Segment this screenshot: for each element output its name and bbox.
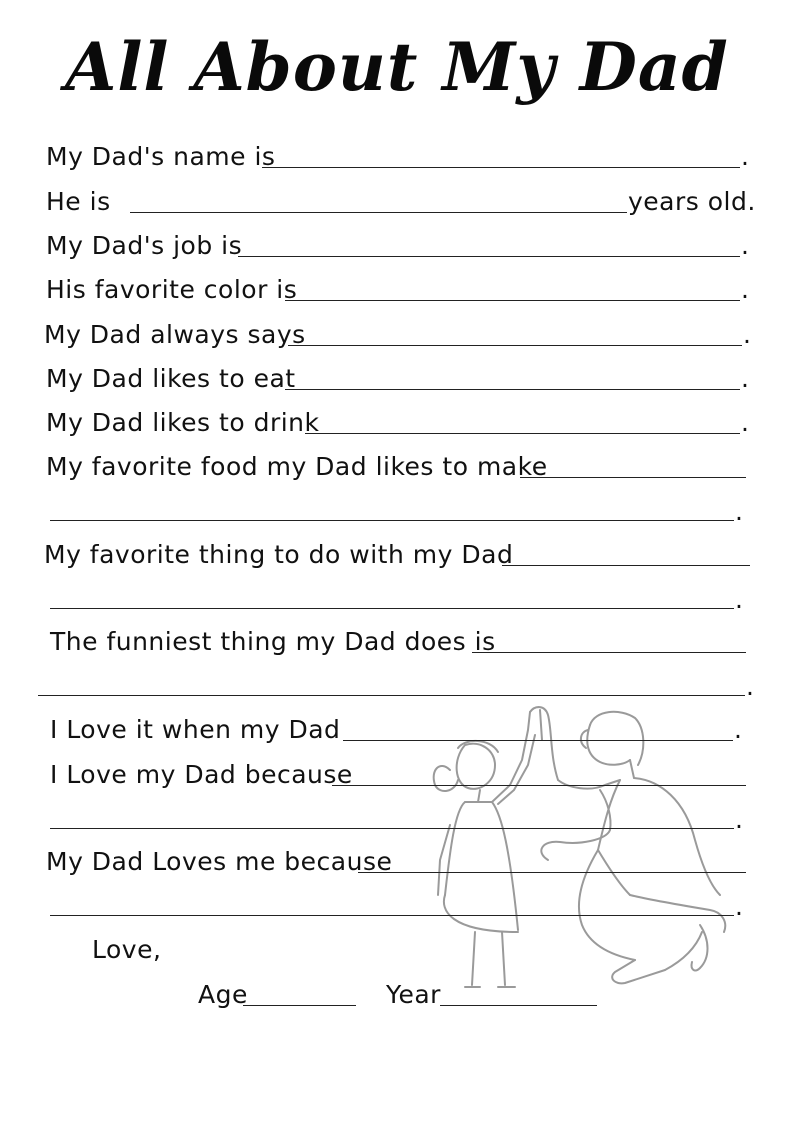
prompt-dad-loves-me-because: My Dad Loves me because <box>46 847 393 876</box>
answer-blank-favorite-thing-continued[interactable] <box>50 608 734 609</box>
prompt-funniest-thing: The funniest thing my Dad does is <box>50 627 496 656</box>
page-title: All About My Dad <box>65 28 729 106</box>
answer-blank-dad-age[interactable] <box>130 212 627 213</box>
year-label: Year <box>386 980 441 1009</box>
answer-blank-favorite-thing[interactable] <box>502 565 750 566</box>
answer-blank-favorite-food[interactable] <box>520 477 746 478</box>
prompt-age-prefix: He is <box>46 187 111 216</box>
period: . <box>735 585 743 614</box>
period: . <box>741 364 749 393</box>
answer-blank-dad-name[interactable] <box>262 167 740 168</box>
period: . <box>741 142 749 171</box>
answer-blank-love-dad-because-continued[interactable] <box>50 828 734 829</box>
answer-blank-love-it-when[interactable] <box>343 740 733 741</box>
period: . <box>735 805 743 834</box>
answer-blank-favorite-color[interactable] <box>285 300 740 301</box>
period: . <box>746 672 754 701</box>
prompt-always-says: My Dad always says <box>44 320 306 349</box>
period: . <box>735 892 743 921</box>
closing-love: Love, <box>92 935 162 964</box>
prompt-age-suffix: years old. <box>628 187 756 216</box>
prompt-likes-to-eat: My Dad likes to eat <box>46 364 296 393</box>
age-label: Age <box>198 980 248 1009</box>
prompt-dad-name: My Dad's name is <box>46 142 276 171</box>
year-blank[interactable] <box>440 1005 597 1006</box>
period: . <box>735 497 743 526</box>
period: . <box>741 231 749 260</box>
answer-blank-always-says[interactable] <box>288 345 742 346</box>
prompt-favorite-food: My favorite food my Dad likes to make <box>46 452 548 481</box>
answer-blank-favorite-food-continued[interactable] <box>50 520 734 521</box>
answer-blank-likes-to-drink[interactable] <box>305 433 740 434</box>
period: . <box>741 275 749 304</box>
prompt-favorite-color: His favorite color is <box>46 275 298 304</box>
answer-blank-dad-loves-me-because-continued[interactable] <box>50 915 734 916</box>
answer-blank-funniest-thing-continued[interactable] <box>38 695 745 696</box>
answer-blank-likes-to-eat[interactable] <box>285 389 740 390</box>
age-blank[interactable] <box>243 1005 356 1006</box>
prompt-dad-job: My Dad's job is <box>46 231 243 260</box>
father-daughter-high-five-illustration <box>410 700 750 1000</box>
prompt-love-dad-because: I Love my Dad because <box>50 760 353 789</box>
period: . <box>741 408 749 437</box>
prompt-likes-to-drink: My Dad likes to drink <box>46 408 320 437</box>
answer-blank-funniest-thing[interactable] <box>472 652 746 653</box>
period: . <box>743 320 751 349</box>
answer-blank-dad-loves-me-because[interactable] <box>358 872 746 873</box>
period: . <box>734 715 742 744</box>
prompt-love-it-when: I Love it when my Dad <box>50 715 341 744</box>
prompt-favorite-thing: My favorite thing to do with my Dad <box>44 540 514 569</box>
answer-blank-dad-job[interactable] <box>238 256 740 257</box>
answer-blank-love-dad-because[interactable] <box>332 785 746 786</box>
